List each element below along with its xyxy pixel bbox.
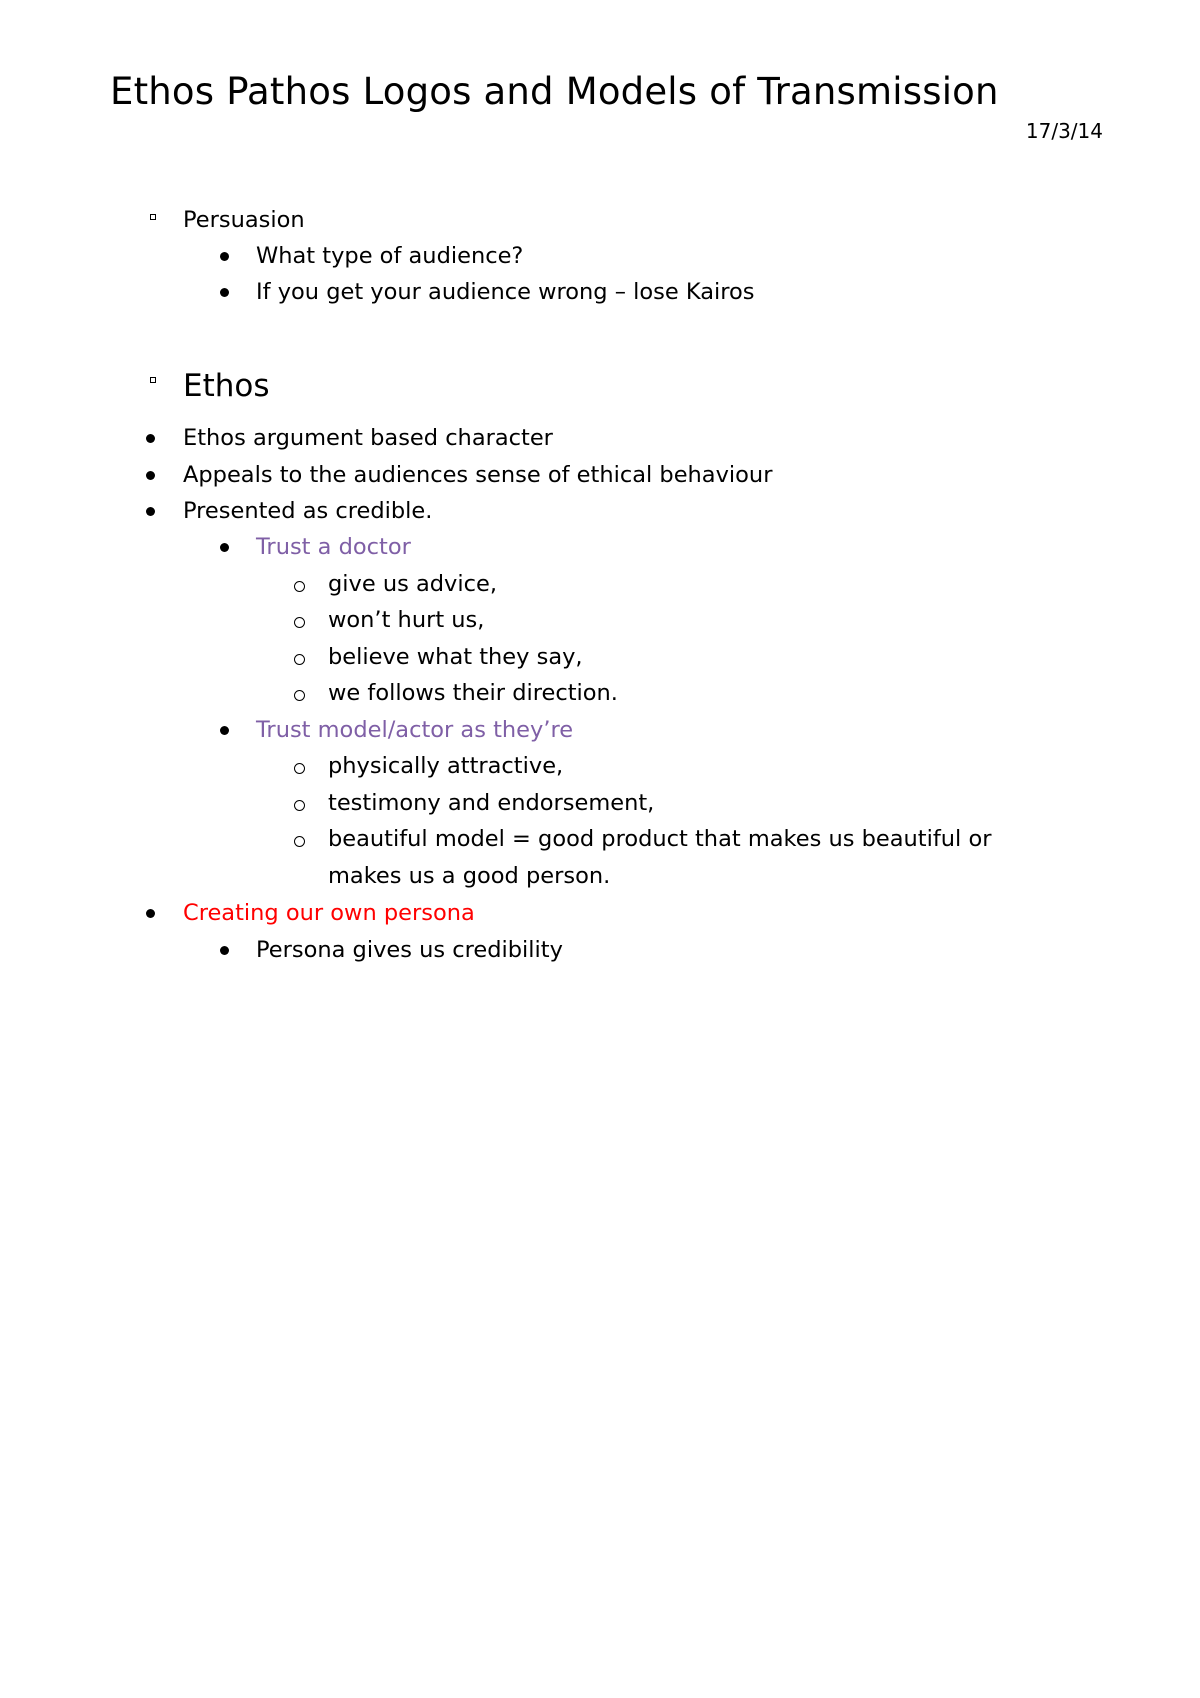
bullet-icon xyxy=(146,434,155,443)
circle-bullet-icon xyxy=(294,836,305,847)
list-item: What type of audience? xyxy=(256,243,524,269)
list-item: won’t hurt us, xyxy=(328,607,485,633)
list-item: Presented as credible. xyxy=(183,498,433,524)
circle-bullet-icon xyxy=(294,690,305,701)
list-item: Persona gives us credibility xyxy=(256,937,563,963)
list-item: If you get your audience wrong – lose Kairos xyxy=(256,279,755,305)
bullet-icon xyxy=(220,946,229,955)
bullet-icon xyxy=(220,288,229,297)
list-item: testimony and endorsement, xyxy=(328,790,655,816)
list-item: give us advice, xyxy=(328,571,497,597)
circle-bullet-icon xyxy=(294,581,305,592)
section-heading-persuasion: Persuasion xyxy=(183,207,305,233)
list-item: beautiful model = good product that makes us beautiful or xyxy=(328,826,992,852)
sub-heading-trust-model: Trust model/actor as they’re xyxy=(256,717,574,743)
sub-heading-persona: Creating our own persona xyxy=(183,900,475,926)
bullet-icon xyxy=(220,543,229,552)
circle-bullet-icon xyxy=(294,800,305,811)
list-item: we follows their direction. xyxy=(328,680,618,706)
circle-bullet-icon xyxy=(294,654,305,665)
page-title: Ethos Pathos Logos and Models of Transmission xyxy=(110,70,999,113)
circle-bullet-icon xyxy=(294,617,305,628)
list-item: Appeals to the audiences sense of ethical behaviour xyxy=(183,462,773,488)
list-item: physically attractive, xyxy=(328,753,564,779)
list-item-continuation: makes us a good person. xyxy=(328,863,611,889)
square-bullet-icon xyxy=(150,214,156,220)
date-label: 17/3/14 xyxy=(1025,119,1103,143)
list-item: believe what they say, xyxy=(328,644,583,670)
circle-bullet-icon xyxy=(294,763,305,774)
section-heading-ethos: Ethos xyxy=(183,368,270,404)
bullet-icon xyxy=(146,507,155,516)
bullet-icon xyxy=(146,471,155,480)
bullet-icon xyxy=(220,726,229,735)
list-item: Ethos argument based character xyxy=(183,425,553,451)
bullet-icon xyxy=(146,909,155,918)
bullet-icon xyxy=(220,252,229,261)
square-bullet-icon xyxy=(150,377,156,383)
sub-heading-trust-doctor: Trust a doctor xyxy=(256,534,411,560)
